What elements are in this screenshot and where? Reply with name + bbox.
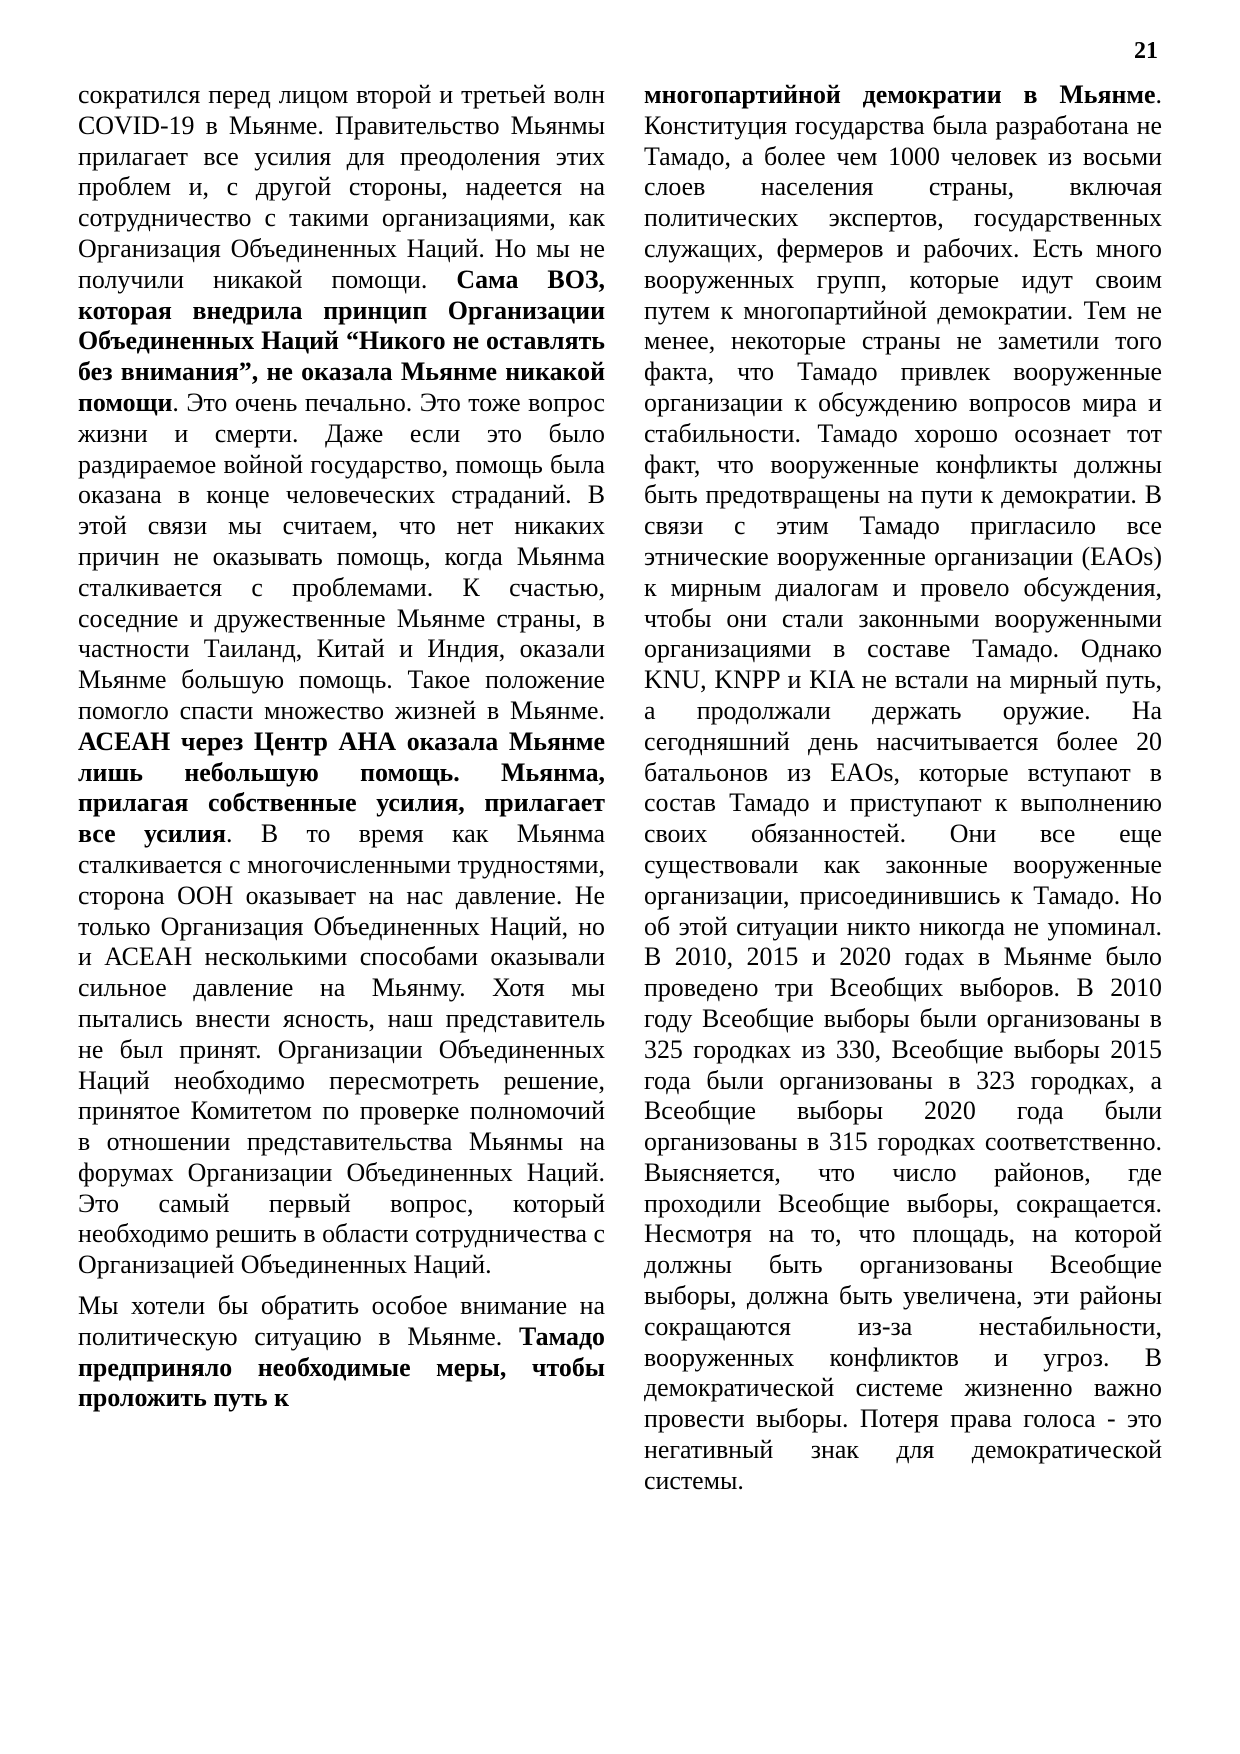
bold-text-run: многопартийной демократии в Мьянме (644, 80, 1156, 109)
left-column (78, 80, 605, 1414)
paragraph (78, 1291, 605, 1414)
paragraph (78, 80, 605, 1281)
bold-text-run: Тамадо предприняло необходимые меры, чтобы проложить путь к (78, 1321, 605, 1413)
text-run: . Это очень печально. Это тоже вопрос жизни и смерти. Даже если это было раздираемое войной государство, помощь была оказана в конце человеческих страданий. В этой связи мы считаем, что нет никаких причин не оказывать помощь, когда Мьянма сталкивается с проблемами. К счастью, соседние и дружественные Мьянме страны, в частности Таиланд, Китай и Индия, оказали Мьянме большую помощь. Такое положение помогло спасти множество жизней в Мьянме. (78, 387, 605, 725)
page-number: 21 (1134, 38, 1158, 64)
text-run: . Конституция государства была разработана не Тамадо, а более чем 1000 человек из восьми слоев населения страны, включая политических экспертов, государственных служащих, фермеров и рабочих. Есть много вооруженных групп, которые идут своим путем к многопартийной демократии. Тем не менее, некоторые страны не заметили того факта, что Тамадо привлек вооруженные организации к обсуждению вопросов мира и стабильности. Тамадо хорошо осознает тот факт, что вооруженные конфликты должны быть предотвращены на пути к демократии. В связи с этим Тамадо пригласило все этнические вооруженные организации (EAOs) к мирным диалогам и провело обсуждения, чтобы они стали законными вооруженными организациями в составе Тамадо. Однако KNU, KNPP и KIA не встали на мирный путь, а продолжали держать оружие. На сегодняшний день насчитывается более 20 батальонов из EAOs, которые вступают в состав Тамадо и приступают к выполнению своих обязанностей. Они все еще существовали как законные вооруженные организации, присоединившись к Тамадо. Но об этой ситуации никто никогда не упоминал. В 2010, 2015 и 2020 годах в Мьянме было проведено три Всеобщих выборов. В 2010 году Всеобщие выборы были организованы в 325 городках из 330, Всеобщие выборы 2015 года были организованы в 323 городках, а Всеобщие выборы 2020 года были организованы в 315 городках соответственно. Выясняется, что число районов, где проходили Всеобщие выборы, сокращается. Несмотря на то, что площадь, на которой должны быть организованы Всеобщие выборы, должна быть увеличена, эти районы сокращаются из-за нестабильности, вооруженных конфликтов и угроз. В демократической системе жизненно важно провести выборы. Потеря права голоса - это негативный знак для демократической системы. (644, 80, 1162, 1495)
text-run: Мы хотели бы обратить особое внимание на политическую ситуацию в Мьянме. (78, 1291, 605, 1351)
text-run: сократился перед лицом второй и третьей волн COVID-19 в Мьянме. Правительство Мьянмы прилагает все усилия для преодоления этих проблем и, с другой стороны, надеется на сотрудничество с такими организациями, как Организация Объединенных Наций. Но мы не получили никакой помощи. (78, 80, 605, 294)
right-column (644, 80, 1162, 1497)
text-run: . В то время как Мьянма сталкивается с многочисленными трудностями, сторона ООН оказывает на нас давление. Не только Организация Объединенных Наций, но и АСЕАН несколькими способами оказывали сильное давление на Мьянму. Хотя мы пытались внести ясность, наш представитель не был принят. Организации Объединенных Наций необходимо пересмотреть решение, принятое Комитетом по проверке полномочий в отношении представительства Мьянмы на форумах Организации Объединенных Наций. Это самый первый вопрос, который необходимо решить в области сотрудничества с Организацией Объединенных Наций. (78, 819, 606, 1280)
paragraph (644, 80, 1162, 1497)
bold-text-run: АСЕАН через Центр АНА оказала Мьянме лишь небольшую помощь. Мьянма, прилагая собственные усилия, прилагает все усилия (78, 726, 605, 849)
bold-text-run: Сама ВОЗ, которая внедрила принцип Организации Объединенных Наций “Никого не оставлять без внимания”, не оказала Мьянме никакой помощи (78, 264, 605, 417)
